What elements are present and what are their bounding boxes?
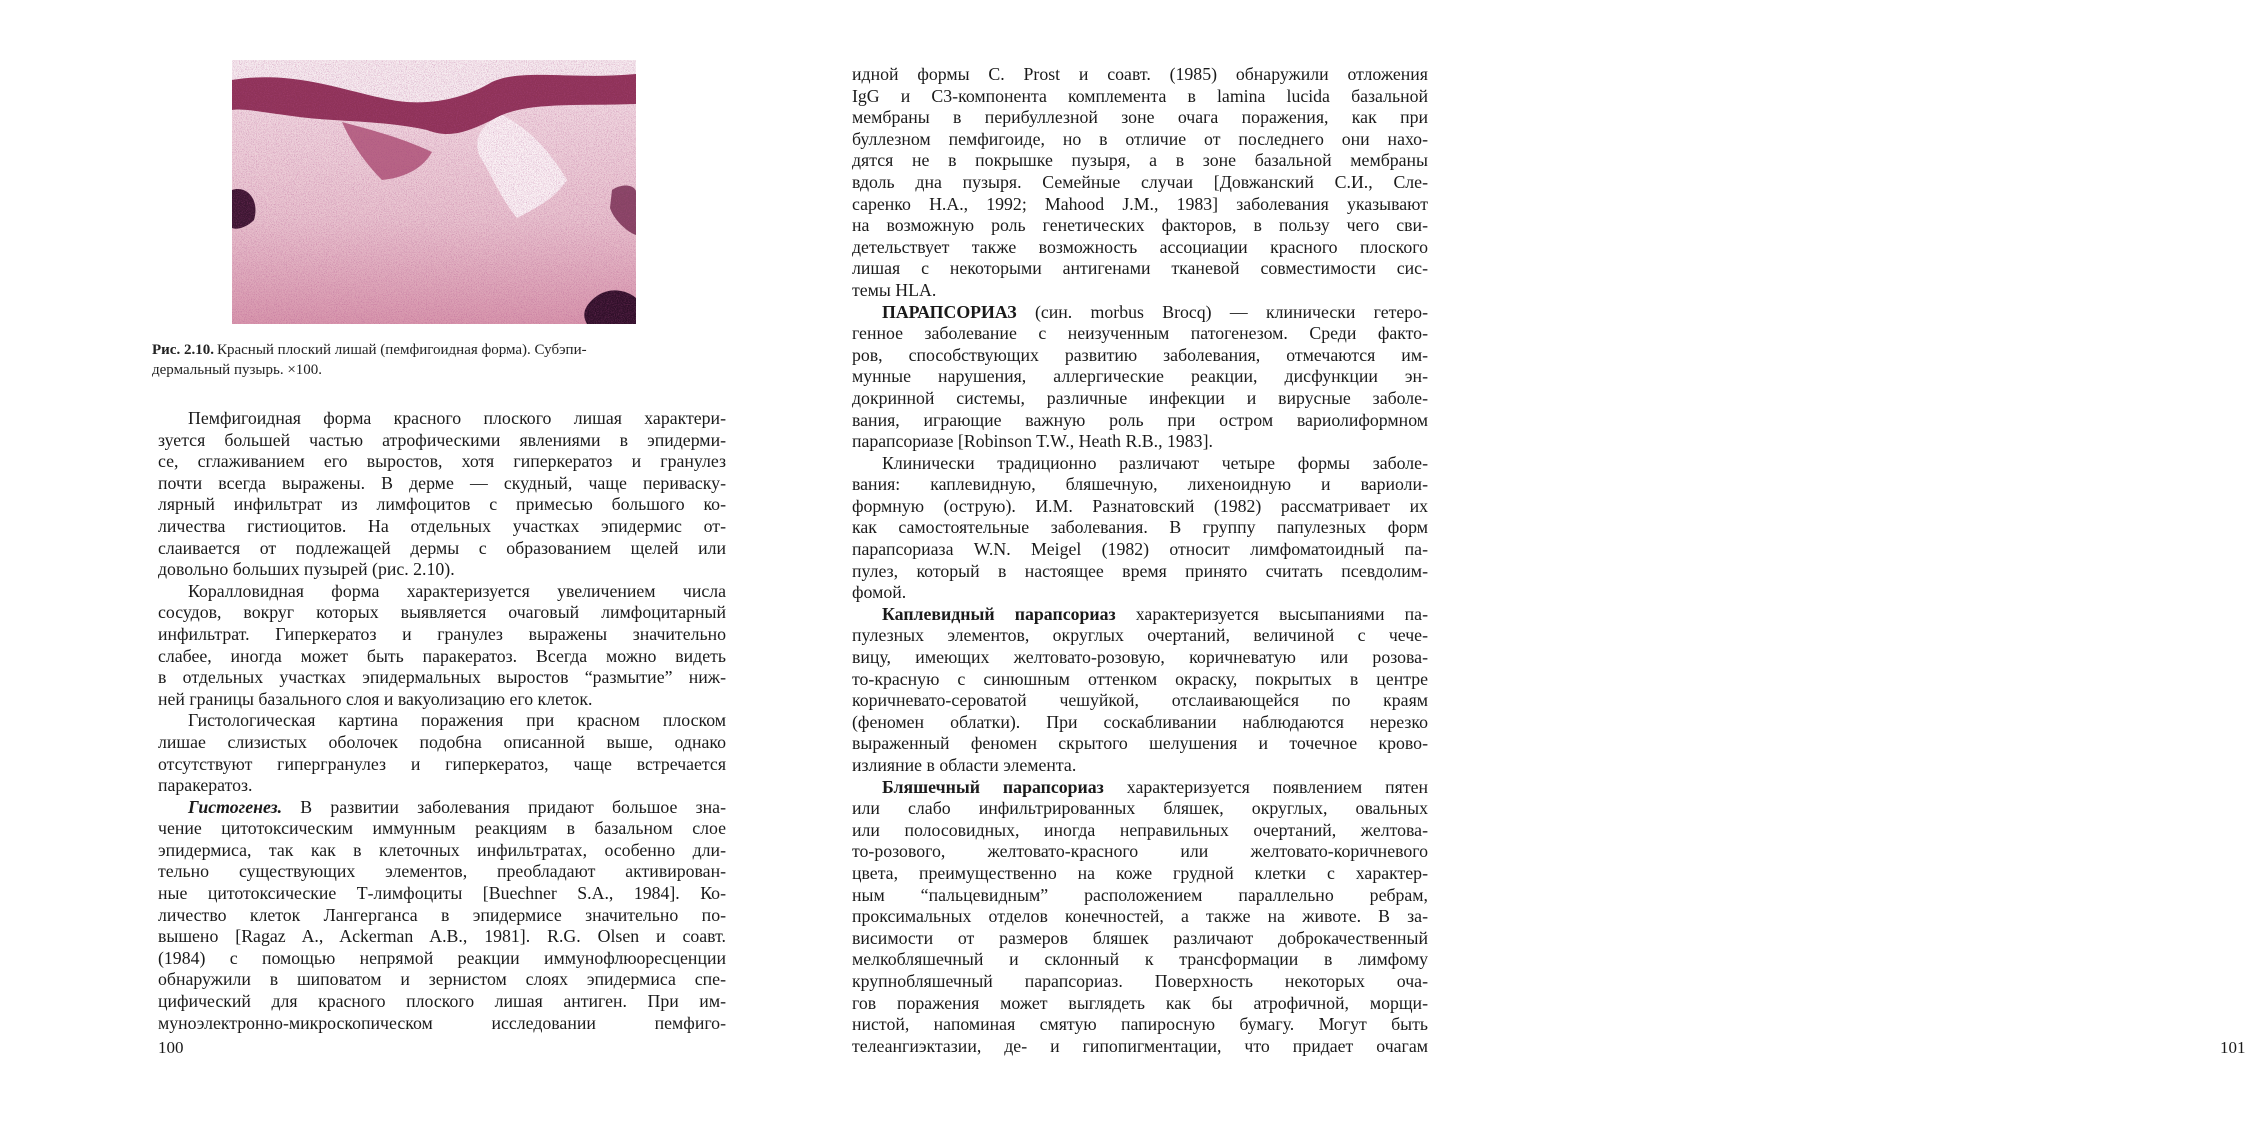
text-line: нистой, напоминая смятую папиросную бумагу. Могут быть (852, 1014, 1428, 1035)
page-number-right: 101 (2220, 1038, 2246, 1057)
text-line: парапсориазе [Robinson T.W., Heath R.B., 1983]. (852, 431, 1213, 452)
text-line: вания, играющие важную роль при остром вариолиформном (852, 409, 1428, 430)
text-line: характеризуется появлением пятен (1126, 776, 1428, 797)
text-line: инфильтрат. Гиперкератоз и гранулез выражены значительно (158, 623, 726, 644)
text-line: характеризуется высыпаниями па- (1135, 603, 1428, 624)
text-line: почти всегда выражены. В дерме — скудный, чаще периваску- (158, 472, 726, 493)
text-line: выраженный феномен скрытого шелушения и точечное крово- (852, 733, 1428, 754)
page-number-left: 100 (158, 1038, 184, 1057)
text-line-with-heading (852, 777, 1428, 799)
right-body-text (852, 64, 1428, 1057)
figure-caption (152, 340, 728, 380)
text-line: мембраны в перибуллезной зоне очага поражения, как при (852, 107, 1428, 128)
text-line: детельствует также возможность ассоциации красного плоского (852, 236, 1428, 257)
text-line: то-розового, желтовато-красного или желтовато-коричневого (852, 841, 1428, 862)
text-line: слабее, иногда может быть паракератоз. Всегда можно видеть (158, 645, 726, 666)
text-line: висимости от размеров бляшек различают доброкачественный (852, 927, 1428, 948)
text-line: личества гистиоцитов. На отдельных участках эпидермис от- (158, 515, 726, 536)
text-line: дятся не в покрышке пузыря, а в зоне базальной мембраны (852, 150, 1428, 171)
text-line-with-heading (852, 302, 1428, 324)
text-line: фомой. (852, 582, 907, 603)
caption-line: дермальный пузырь. ×100. (152, 362, 323, 378)
text-line: лишае слизистых оболочек подобна описанной выше, однако (158, 731, 726, 752)
figure-label: Рис. 2.10. (152, 342, 214, 358)
text-line: вышено [Ragaz A., Ackerman A.B., 1981]. R.G. Olsen и соавт. (158, 926, 726, 947)
text-line: формную (острую). И.М. Разнатовский (1982) рассматривает их (852, 495, 1428, 516)
text-line: тельно существующих элементов, преобладают активирован- (158, 861, 726, 882)
text-line: муноэлектронно-микроскопическом исследовании пемфиго- (158, 1012, 726, 1033)
text-line: в отдельных участках эпидермальных выростов “размытие” ниж- (158, 667, 726, 688)
text-line: генное заболевание с неизученным патогенезом. Среди факто- (852, 323, 1428, 344)
text-line: саренко Н.А., 1992; Mahood J.M., 1983] заболевания указывают (852, 193, 1428, 214)
text-line: обнаружили в шиповатом и зернистом слоях эпидермиса спе- (158, 969, 726, 990)
text-line: Коралловидная форма характеризуется увеличением числа (188, 580, 726, 601)
text-line: гов поражения может выглядеть как бы атрофичной, морщи- (852, 992, 1428, 1013)
text-line: парапсориаза W.N. Meigel (1982) относит лимфоматоидный па- (852, 539, 1428, 560)
text-line: темы HLA. (852, 279, 937, 300)
text-line: вдоль дна пузыря. Семейные случаи [Довжанский С.И., Сле- (852, 171, 1428, 192)
text-line: (син. morbus Brocq) — клинически гетеро- (1034, 301, 1428, 322)
text-line: лярный инфильтрат из лимфоцитов с примесью большого ко- (158, 494, 726, 515)
text-line: докринной системы, различные инфекции и вирусные заболе- (852, 387, 1428, 408)
text-line: ров, способствующих развитию заболевания, отмечаются им- (852, 344, 1428, 365)
text-line: отсутствуют гипергранулез и гиперкератоз, чаще встречается (158, 753, 726, 774)
text-line: телеангиэктазии, де- и гипопигментации, что придает очагам (852, 1035, 1428, 1056)
text-line: (феномен облатки). При соскабливании наблюдаются нерезко (852, 711, 1428, 732)
histogenesis-heading: Гистогенез. (188, 796, 283, 817)
text-line: идной формы C. Prost и соавт. (1985) обнаружили отложения (852, 64, 1428, 84)
micrograph-image (232, 60, 636, 324)
text-line: чение цитотоксическим иммунным реакциям в базальном слое (158, 818, 726, 839)
text-line: то-красную с синюшным оттенком окраску, покрытых в центре (852, 668, 1428, 689)
parapsoriasis-heading: ПАРАПСОРИАЗ (882, 301, 1017, 322)
text-line: IgG и C3-компонента комплемента в lamina lucida базальной (852, 85, 1428, 106)
text-line: лишая с некоторыми антигенами тканевой совместимости сис- (852, 258, 1428, 279)
text-line: излияние в области элемента. (852, 755, 1077, 775)
plaque-parapsoriasis-heading: Бляшечный парапсориаз (882, 776, 1104, 797)
text-line: вицу, имеющих желтовато-розовую, коричневатую или розова- (852, 647, 1428, 668)
text-line: Клинически традиционно различают четыре формы заболе- (882, 452, 1428, 473)
text-line: пулез, который в настоящее время принято считать псевдолим- (852, 560, 1428, 581)
text-line: или слабо инфильтрированных бляшек, округлых, овальных (852, 798, 1428, 819)
text-line: мунные нарушения, аллергические реакции, дисфункции эн- (852, 366, 1428, 387)
text-line: как самостоятельные заболевания. В группу папулезных форм (852, 517, 1428, 538)
text-line: (1984) с помощью непрямой реакции иммунофлюоресценции (158, 947, 726, 968)
caption-line: Красный плоский лишай (пемфигоидная форма). Субэпи- (216, 342, 587, 358)
text-line: се, сглаживанием его выростов, хотя гиперкератоз и гранулез (158, 451, 726, 472)
text-line: зуется большей частью атрофическими явлениями в эпидерми- (158, 429, 726, 450)
left-page (0, 0, 820, 1131)
text-line: ным “пальцевидным” расположением параллельно ребрам, (852, 884, 1428, 905)
guttate-parapsoriasis-heading: Каплевидный парапсориаз (882, 603, 1116, 624)
text-line: личество клеток Лангерганса в эпидермисе значительно по- (158, 904, 726, 925)
text-line: цвета, преимущественно на коже грудной клетки с характер- (852, 862, 1428, 883)
text-line: В развитии заболевания придают большое зна- (300, 796, 726, 817)
left-body-text (158, 408, 726, 1034)
text-line: слаивается от подлежащей дермы с образованием щелей или (158, 537, 726, 558)
text-line: паракератоз. (158, 775, 253, 796)
text-line: довольно больших пузырей (рис. 2.10). (158, 559, 455, 580)
text-line: ные цитотоксические Т-лимфоциты [Buechner S.A., 1984]. Ко- (158, 883, 726, 904)
text-line: Гистологическая картина поражения при красном плоском (188, 710, 726, 731)
text-line: ней границы базального слоя и вакуолизацию его клеток. (158, 688, 593, 709)
text-line: на возможную роль генетических факторов, в пользу чего сви- (852, 215, 1428, 236)
text-line: сосудов, вокруг которых выявляется очаговый лимфоцитарный (158, 602, 726, 623)
text-line: цифический для красного плоского лишая антиген. При им- (158, 991, 726, 1012)
text-line: пулезных элементов, округлых очертаний, величиной с чече- (852, 625, 1428, 646)
text-line: крупнобляшечный парапсориаз. Поверхность некоторых оча- (852, 970, 1428, 991)
text-line: эпидермиса, так как в клеточных инфильтратах, особенно дли- (158, 839, 726, 860)
text-line-with-heading (852, 604, 1428, 626)
text-line: Пемфигоидная форма красного плоского лишая характери- (188, 408, 726, 428)
text-line: буллезном пемфигоиде, но в отличие от последнего они нахо- (852, 128, 1428, 149)
text-line-with-heading (158, 797, 726, 819)
text-line: или полосовидных, иногда неправильных очертаний, желтова- (852, 819, 1428, 840)
text-line: вания: каплевидную, бляшечную, лихеноидную и вариоли- (852, 474, 1428, 495)
text-line: проксимальных отделов конечностей, а также на животе. В за- (852, 906, 1428, 927)
text-line: мелкобляшечный и склонный к трансформации в лимфому (852, 949, 1428, 970)
text-line: коричневато-сероватой чешуйкой, отслаивающейся по краям (852, 690, 1428, 711)
